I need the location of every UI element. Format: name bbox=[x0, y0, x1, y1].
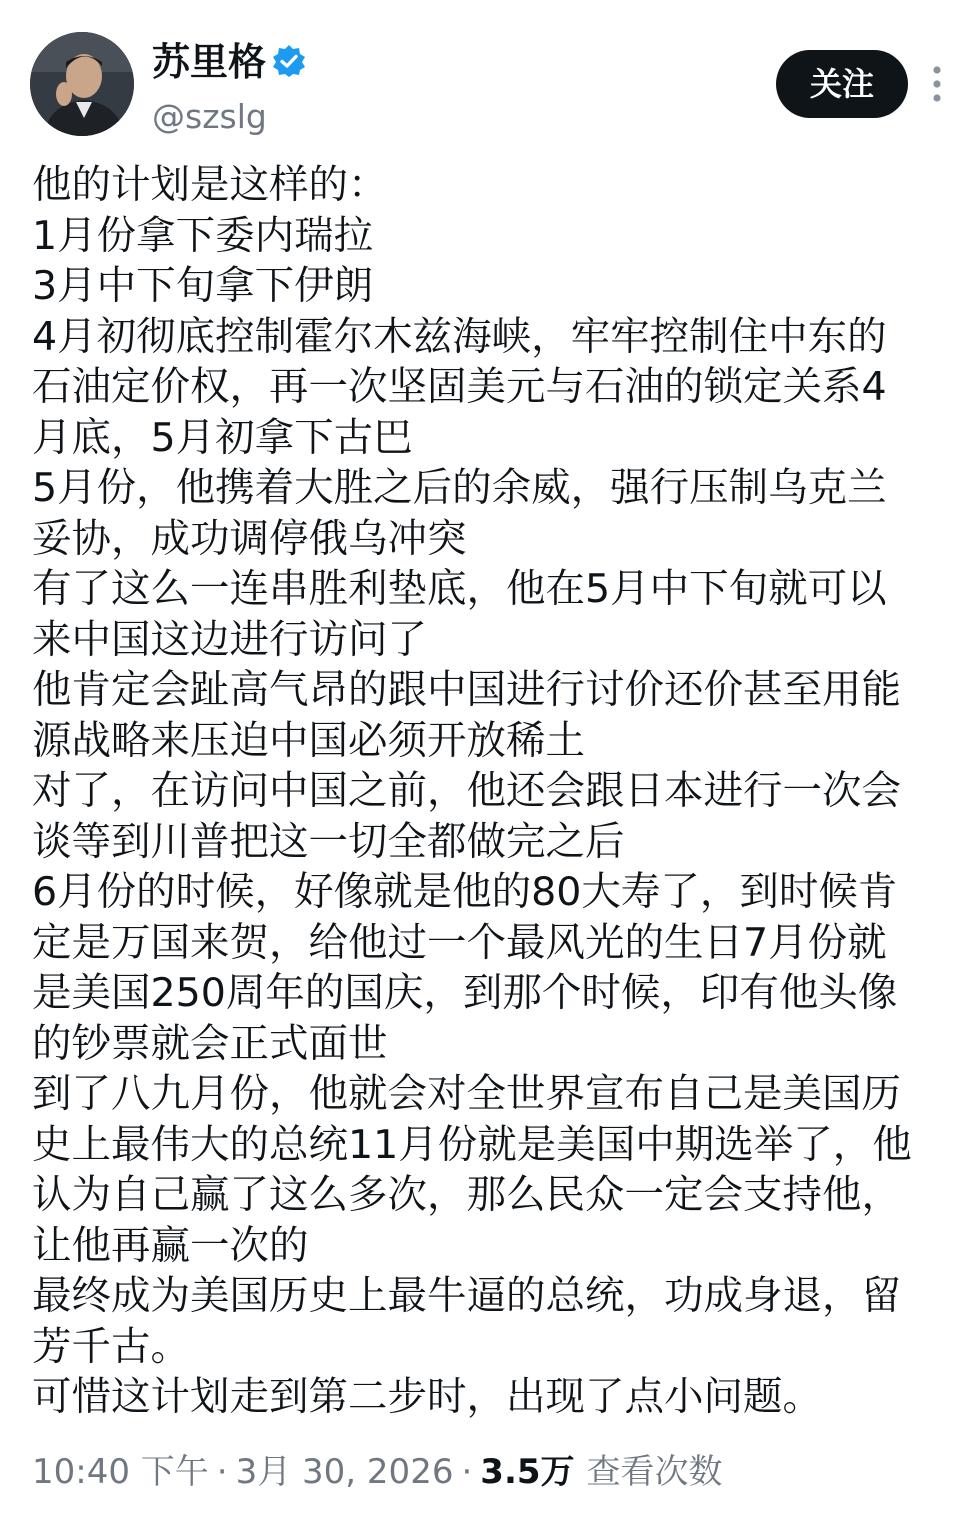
post-text-line: 3月中下旬拿下伊朗 bbox=[32, 263, 374, 309]
post-text-line: 的钞票就会正式面世 bbox=[32, 1020, 388, 1067]
post-text bbox=[32, 160, 954, 1423]
more-vertical-icon[interactable] bbox=[928, 64, 946, 104]
post-text-line: 他肯定会趾高气昂的跟中国进行讨价还价甚至用能 bbox=[32, 667, 901, 713]
post-text-line: 1月份拿下委内瑞拉 bbox=[32, 212, 374, 259]
meta-separator: · bbox=[461, 1452, 473, 1492]
post-date[interactable]: 3月 30, 2026 bbox=[235, 1452, 454, 1492]
post-header bbox=[0, 0, 960, 150]
post-text-line: 4月初彻底控制霍尔木兹海峡，牢牢控制住中东的 bbox=[32, 313, 887, 360]
verified-badge-icon bbox=[272, 44, 306, 78]
post-meta bbox=[32, 1448, 723, 1496]
post-text-line: 石油定价权，再一次坚固美元与石油的锁定关系4 bbox=[32, 364, 887, 410]
post-text-line: 最终成为美国历史上最牛逼的总统，功成身退，留 bbox=[32, 1273, 901, 1319]
post-text-line: 对了，在访问中国之前，他还会跟日本进行一次会 bbox=[32, 768, 901, 814]
post-text-line: 定是万国来贺，给他过一个最风光的生日7月份就 bbox=[32, 919, 887, 966]
post-text-line: 5月份，他携着大胜之后的余威，强行压制乌克兰 bbox=[32, 465, 887, 511]
post-text-line: 来中国这边进行访问了 bbox=[32, 616, 427, 663]
post-time[interactable]: 10:40 下午 bbox=[32, 1452, 209, 1492]
views-label: 查看次数 bbox=[586, 1452, 723, 1492]
post-text-line: 谈等到川普把这一切全都做完之后 bbox=[32, 818, 625, 865]
avatar[interactable] bbox=[30, 32, 134, 136]
post-text-line: 认为自己赢了这么多次，那么民众一定会支持他， bbox=[32, 1172, 901, 1218]
display-name[interactable]: 苏里格 bbox=[152, 40, 267, 84]
views-count: 3.5万 bbox=[480, 1452, 575, 1492]
post-text-line: 他的计划是这样的： bbox=[32, 162, 388, 208]
post-text-line: 可惜这计划走到第二步时，出现了点小问题。 bbox=[32, 1374, 822, 1420]
post-text-line: 让他再赢一次的 bbox=[32, 1222, 309, 1269]
post-text-line: 是美国250周年的国庆，到那个时候，印有他头像 bbox=[32, 970, 898, 1016]
follow-button[interactable]: 关注 bbox=[776, 50, 908, 118]
post-text-line: 到了八九月份，他就会对全世界宣布自己是美国历 bbox=[32, 1071, 901, 1117]
user-handle[interactable]: @szslg bbox=[152, 97, 267, 136]
post-text-line: 6月份的时候，好像就是他的80大寿了，到时候肯 bbox=[32, 869, 898, 915]
post-text-line: 有了这么一连串胜利垫底，他在5月中下旬就可以 bbox=[32, 566, 887, 612]
post-text-line: 妥协，成功调停俄乌冲突 bbox=[32, 515, 467, 562]
post-text-line: 源战略来压迫中国必须开放稀土 bbox=[32, 717, 585, 764]
meta-separator: · bbox=[216, 1452, 228, 1492]
avatar-photo bbox=[30, 32, 134, 136]
post-text-line: 芳千古。 bbox=[32, 1323, 190, 1370]
post-text-line: 史上最伟大的总统11月份就是美国中期选举了，他 bbox=[32, 1121, 912, 1168]
post-text-line: 月底，5月初拿下古巴 bbox=[32, 414, 413, 461]
